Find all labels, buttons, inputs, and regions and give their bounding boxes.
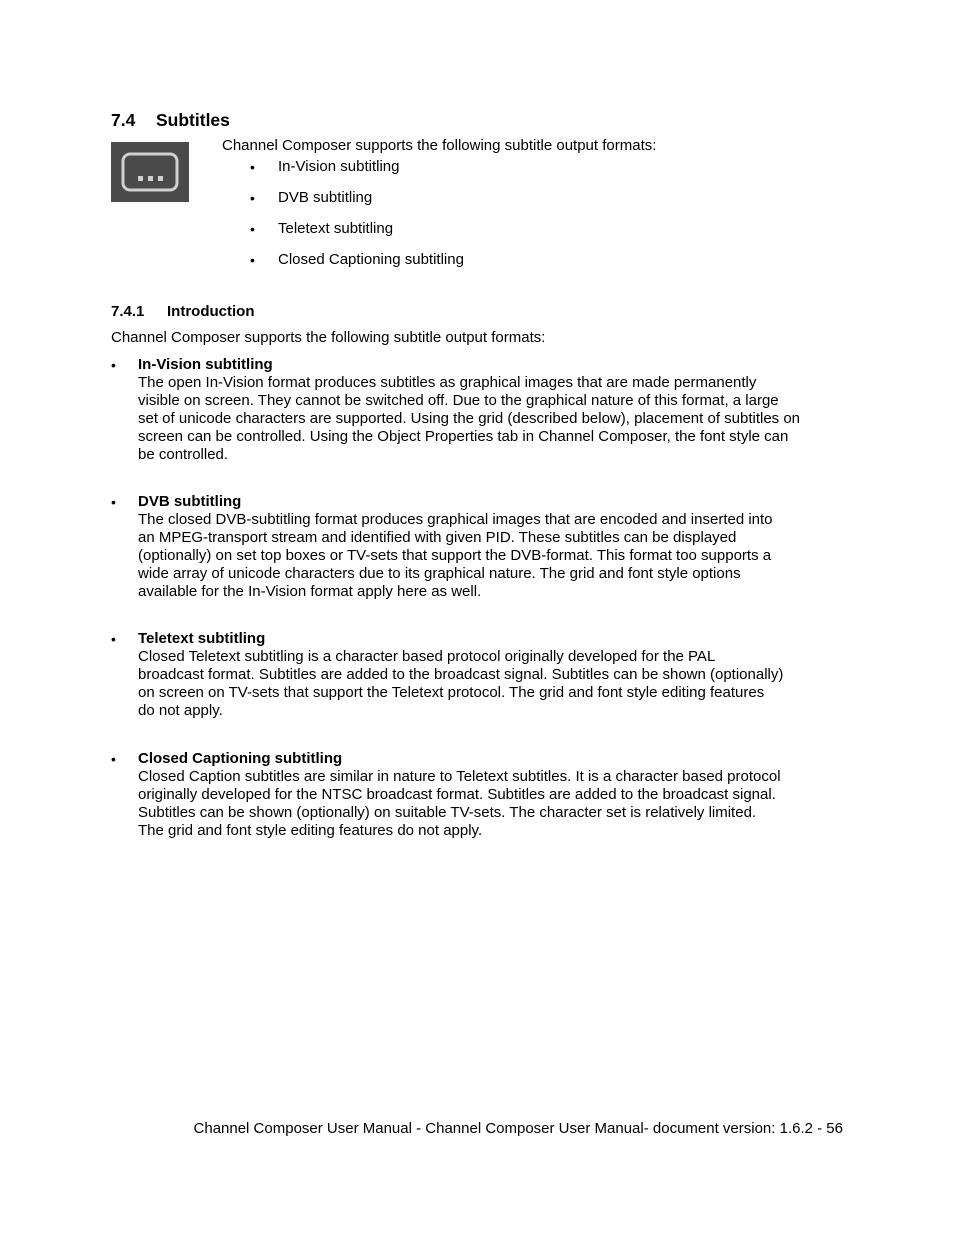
list-item: • In-Vision subtitling — [250, 158, 400, 175]
list-item: • Teletext subtitling — [250, 220, 394, 237]
format-item-in-vision: • In-Vision subtitling The open In-Vision format produces subtitles as graphical images that are made permanently visible on screen. They cannot be switched off. Due to the graphical nature of this format, a large set of unicode characters are supported. Using the grid (described below), placement of subtitles on screen can be controlled. Using the Object Properties tab in Channel Composer, the font style can be controlled. — [111, 356, 841, 464]
list-item: • DVB subtitling — [250, 189, 373, 206]
section-number: 7.4 — [111, 110, 136, 130]
format-description: The closed DVB-subtitling format produces graphical images that are encoded and inserted into an MPEG-transport stream and identified with given PID. These subtitles can be displayed (optionally) on set top boxes or TV-sets that support the DVB-format. This format too supports a wide array of unicode characters due to its graphical nature. The grid and font style options available for the In-Vision format apply here as well. — [138, 511, 773, 600]
intro-text: Channel Composer supports the following subtitle output formats: — [222, 137, 657, 154]
format-description: The open In-Vision format produces subtitles as graphical images that are made permanently visible on screen. They cannot be switched off. Due to the graphical nature of this format, a large set of unicode characters are supported. Using the grid (described below), placement of subtitles on screen can be controlled. Using the Object Properties tab in Channel Composer, the font style can be controlled. — [138, 374, 801, 463]
format-description: Closed Caption subtitles are similar in nature to Teletext subtitles. It is a character based protocol originally developed for the NTSC broadcast format. Subtitles are added to the broadcast signal. Subtitles can be shown (optionally) on suitable TV-sets. The character set is relatively limited. The grid and font style editing features do not apply. — [138, 768, 781, 839]
format-title: DVB subtitling — [138, 493, 242, 510]
format-description: Closed Teletext subtitling is a character based protocol originally developed for the PAL broadcast format. Subtitles are added to the broadcast signal. Subtitles can be shown (optionally) on screen on TV-sets that support the Teletext protocol. The grid and font style editing features do not apply. — [138, 648, 784, 719]
section-heading — [111, 110, 230, 131]
subsection-heading — [111, 303, 254, 320]
format-list — [250, 158, 464, 282]
format-title: In-Vision subtitling — [138, 356, 273, 373]
format-item-teletext: • Teletext subtitling Closed Teletext subtitling is a character based protocol originally developed for the PAL broadcast format. Subtitles are added to the broadcast signal. Subtitles can be shown (optionally) on screen on TV-sets that support the Teletext protocol. The grid and font style editing features do not apply. — [111, 630, 841, 720]
format-item-dvb: • DVB subtitling The closed DVB-subtitling format produces graphical images that are encoded and inserted into an MPEG-transport stream and identified with given PID. These subtitles can be displayed (optionally) on set top boxes or TV-sets that support the DVB-format. This format too supports a wide array of unicode characters due to its graphical nature. The grid and font style options available for the In-Vision format apply here as well. — [111, 493, 841, 601]
introduction-text: Channel Composer supports the following subtitle output formats: — [111, 329, 546, 346]
page-footer: Channel Composer User Manual - Channel Composer User Manual- document version: 1.6.2 - 56 — [193, 1120, 843, 1137]
list-item: • Closed Captioning subtitling — [250, 251, 464, 268]
section-title: Subtitles — [156, 110, 230, 130]
subtitles-icon — [111, 142, 189, 202]
format-title: Closed Captioning subtitling — [138, 750, 343, 767]
format-item-closed-captioning: • Closed Captioning subtitling Closed Caption subtitles are similar in nature to Teletext subtitles. It is a character based protocol originally developed for the NTSC broadcast format. Subtitles are added to the broadcast signal. Subtitles can be shown (optionally) on suitable TV-sets. The character set is relatively limited. The grid and font style editing features do not apply. — [111, 750, 841, 840]
format-title: Teletext subtitling — [138, 630, 266, 647]
subsection-title: Introduction — [167, 303, 255, 320]
subsection-number: 7.4.1 — [111, 303, 145, 320]
